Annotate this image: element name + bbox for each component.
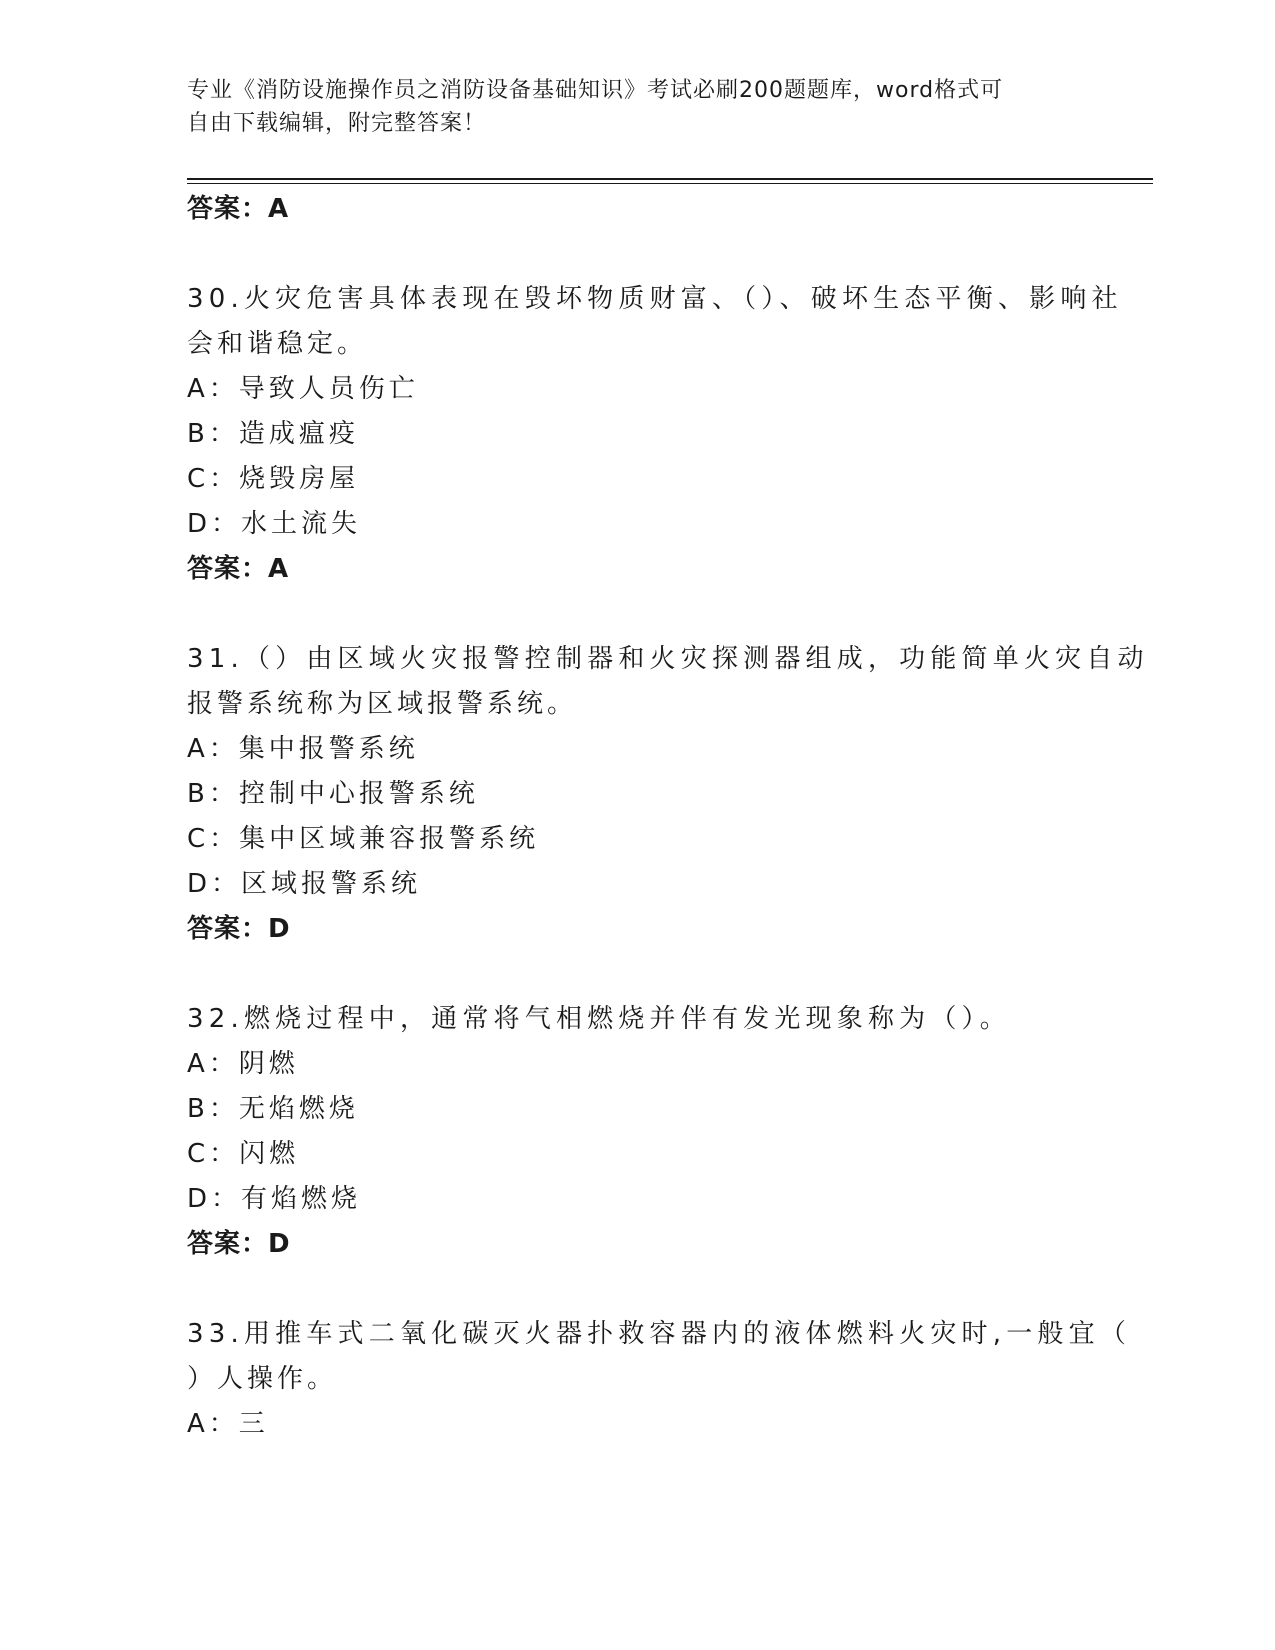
header-divider-thin bbox=[187, 183, 1153, 184]
question-32 bbox=[187, 997, 1087, 1267]
option-d: D：有焰燃烧 bbox=[187, 1184, 362, 1214]
header-line-1: 专业《消防设施操作员之消防设备基础知识》考试必刷200题题库，word格式可 bbox=[187, 78, 1004, 103]
question-stem: 会和谐稳定。 bbox=[187, 329, 368, 359]
answer-line: 答案：A bbox=[187, 554, 290, 584]
question-list bbox=[187, 187, 1149, 1447]
option-b: B：无焰燃烧 bbox=[187, 1094, 359, 1124]
option-c: C：集中区域兼容报警系统 bbox=[187, 824, 540, 854]
option-a: A：阴燃 bbox=[187, 1049, 299, 1079]
question-stem: 报警系统称为区域报警系统。 bbox=[187, 689, 578, 719]
question-stem: 33.用推车式二氧化碳灭火器扑救容器内的液体燃料火灾时,一般宜（ bbox=[187, 1319, 1132, 1349]
option-d: D：区域报警系统 bbox=[187, 869, 422, 899]
answer-line: 答案：D bbox=[187, 1229, 291, 1259]
option-b: B：造成瘟疫 bbox=[187, 419, 359, 449]
option-c: C：闪燃 bbox=[187, 1139, 300, 1169]
option-a: A：三 bbox=[187, 1409, 269, 1439]
header-divider-thick bbox=[187, 178, 1153, 180]
question-stem: 30.火灾危害具体表现在毁坏物质财富、（）、破坏生态平衡、影响社 bbox=[187, 284, 1123, 314]
answer-line: 答案：A bbox=[187, 194, 290, 224]
answer-line: 答案：D bbox=[187, 914, 291, 944]
question-30 bbox=[187, 277, 1123, 592]
option-b: B：控制中心报警系统 bbox=[187, 779, 479, 809]
option-a: A：集中报警系统 bbox=[187, 734, 419, 764]
question-stem: ）人操作。 bbox=[187, 1364, 338, 1394]
question-31 bbox=[187, 637, 1149, 952]
question-stem: 32.燃烧过程中，通常将气相燃烧并伴有发光现象称为（）。 bbox=[187, 1004, 1011, 1034]
option-d: D：水土流失 bbox=[187, 509, 362, 539]
document-header bbox=[187, 74, 1067, 140]
option-a: A：导致人员伤亡 bbox=[187, 374, 419, 404]
option-c: C：烧毁房屋 bbox=[187, 464, 360, 494]
header-line-2: 自由下载编辑，附完整答案！ bbox=[187, 111, 487, 136]
question-stem: 31.（）由区域火灾报警控制器和火灾探测器组成，功能简单火灾自动 bbox=[187, 644, 1149, 674]
question-33 bbox=[187, 1312, 1132, 1447]
